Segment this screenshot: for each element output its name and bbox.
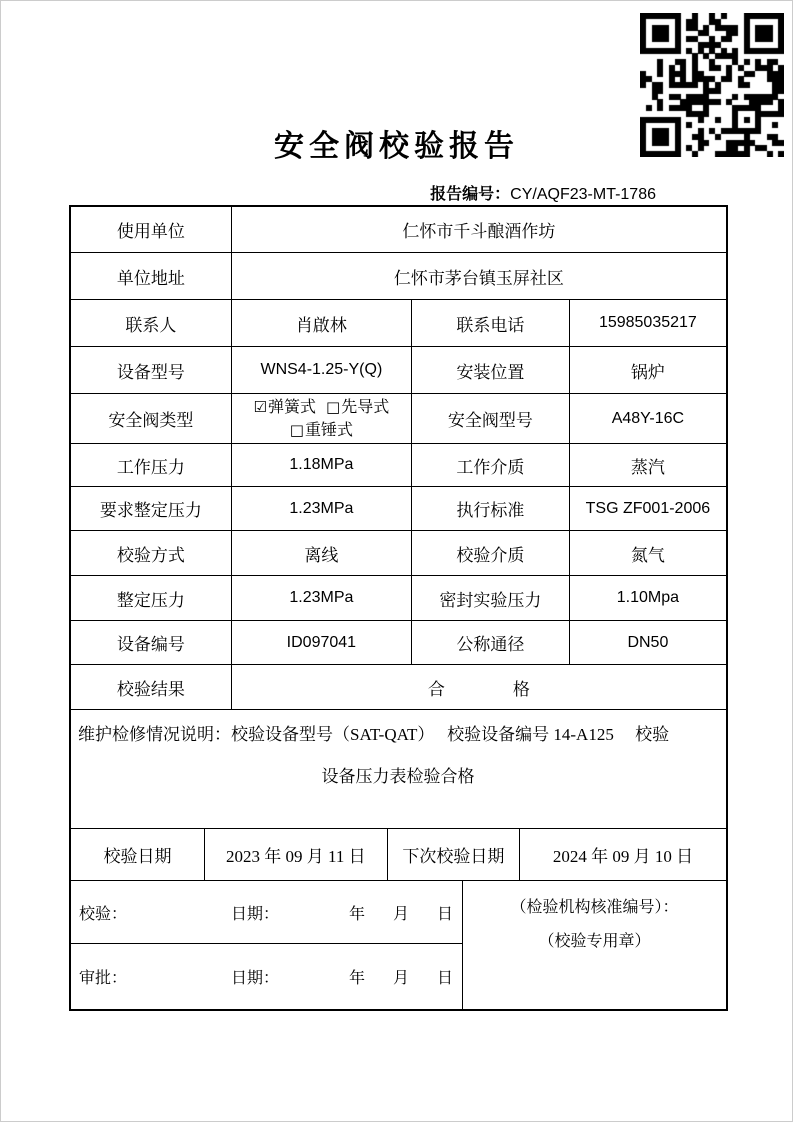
inspection-org-number-line: （检验机构核准编号）： xyxy=(510,899,679,916)
result-label: 校验结果 xyxy=(116,679,185,699)
row-contact xyxy=(71,299,726,346)
report-number-value: CY/AQF23-MT-1786 xyxy=(510,186,656,203)
result-value: 合 格 xyxy=(231,665,726,709)
calibration-seal-line: （校验专用章） xyxy=(538,933,651,950)
device-number-value: ID097041 xyxy=(231,621,411,664)
checker-label: 校验： xyxy=(79,905,128,923)
valve-type-option-weight: 重锤式 xyxy=(304,421,353,439)
valve-type-option-spring: 弹簧式 xyxy=(267,398,316,416)
seal-test-pressure-label: 密封实验压力 xyxy=(411,576,569,620)
row-calibration-dates xyxy=(71,828,726,880)
inspection-org-cell xyxy=(462,881,726,1009)
approver-sign-row xyxy=(71,943,462,1009)
maintenance-note-line1: 维护检修情况说明：校验设备型号（SAT-QAT） 校验设备编号 14-A125 校验 xyxy=(78,725,670,744)
report-table xyxy=(69,205,728,1011)
next-calibration-date-value: 2024 年 09 月 10 日 xyxy=(519,829,726,880)
row-required-set-pressure xyxy=(71,486,726,530)
checkbox-unchecked-icon: □ xyxy=(326,397,341,416)
contact-label: 联系人 xyxy=(125,315,177,335)
required-set-pressure-value: 1.23MPa xyxy=(231,487,411,530)
set-pressure-label: 整定压力 xyxy=(116,590,185,610)
maintenance-note-line2: 设备压力表检验合格 xyxy=(321,767,475,786)
checker-sign-row xyxy=(71,881,462,943)
approver-label: 审批： xyxy=(79,970,128,987)
set-pressure-value: 1.23MPa xyxy=(231,576,411,620)
calibration-method-value: 离线 xyxy=(231,531,411,575)
calibration-date-label: 校验日期 xyxy=(103,847,172,866)
calibration-medium-value: 氮气 xyxy=(569,531,726,575)
work-medium-value: 蒸汽 xyxy=(569,444,726,486)
row-unit-address xyxy=(71,252,726,299)
next-calibration-date-label: 下次校验日期 xyxy=(387,829,519,880)
valve-model-value: A48Y-16C xyxy=(569,394,726,443)
approver-date-label: 日期： xyxy=(231,970,280,987)
approver-ymd: 年 月 日 xyxy=(349,970,460,987)
work-pressure-label: 工作压力 xyxy=(116,457,185,477)
maintenance-note xyxy=(71,709,726,828)
valve-type-line2 xyxy=(290,419,353,442)
nominal-diameter-label: 公称通径 xyxy=(411,621,569,664)
required-set-pressure-label: 要求整定压力 xyxy=(99,501,202,520)
unit-address-value: 仁怀市茅台镇玉屏社区 xyxy=(231,253,726,299)
seal-test-pressure-value: 1.10Mpa xyxy=(569,576,726,620)
checkbox-unchecked-icon: □ xyxy=(289,420,304,439)
valve-model-label: 安全阀型号 xyxy=(411,394,569,443)
phone-label: 联系电话 xyxy=(411,300,569,346)
valve-type-options xyxy=(231,394,411,443)
checkbox-checked-icon: ☑ xyxy=(253,397,267,416)
valve-type-line1 xyxy=(254,396,390,419)
calibration-medium-label: 校验介质 xyxy=(411,531,569,575)
calibration-date-value: 2023 年 09 月 11 日 xyxy=(204,829,387,880)
signature-left xyxy=(71,881,462,1009)
row-work-pressure xyxy=(71,443,726,486)
signature-section xyxy=(71,880,726,1009)
install-location-label: 安装位置 xyxy=(411,347,569,393)
valve-type-option-pilot: 先导式 xyxy=(341,398,390,416)
row-result xyxy=(71,664,726,709)
device-model-value: WNS4-1.25-Y(Q) xyxy=(231,347,411,393)
row-calibration-method xyxy=(71,530,726,575)
calibration-method-label: 校验方式 xyxy=(116,545,185,565)
checker-date-label: 日期： xyxy=(231,905,280,923)
row-device-number xyxy=(71,620,726,664)
standard-label: 执行标准 xyxy=(411,487,569,530)
unit-address-label: 单位地址 xyxy=(116,268,185,288)
checker-ymd: 年 月 日 xyxy=(349,905,460,923)
row-device-model xyxy=(71,346,726,393)
row-use-unit xyxy=(71,207,726,252)
work-pressure-value: 1.18MPa xyxy=(231,444,411,486)
work-medium-label: 工作介质 xyxy=(411,444,569,486)
use-unit-value: 仁怀市千斗酿酒作坊 xyxy=(231,207,726,252)
contact-value: 肖啟林 xyxy=(231,300,411,346)
standard-value: TSG ZF001-2006 xyxy=(569,487,726,530)
device-number-label: 设备编号 xyxy=(116,635,185,654)
install-location-value: 锅炉 xyxy=(569,347,726,393)
nominal-diameter-value: DN50 xyxy=(569,621,726,664)
use-unit-label: 使用单位 xyxy=(116,222,185,241)
phone-value: 15985035217 xyxy=(569,300,726,346)
valve-type-label: 安全阀类型 xyxy=(108,411,194,430)
report-number-label: 报告编号： xyxy=(430,186,511,203)
row-set-pressure xyxy=(71,575,726,620)
device-model-label: 设备型号 xyxy=(116,362,185,382)
report-number xyxy=(430,181,656,204)
page-title: 安全阀校验报告 xyxy=(274,130,519,163)
row-valve-type xyxy=(71,393,726,443)
